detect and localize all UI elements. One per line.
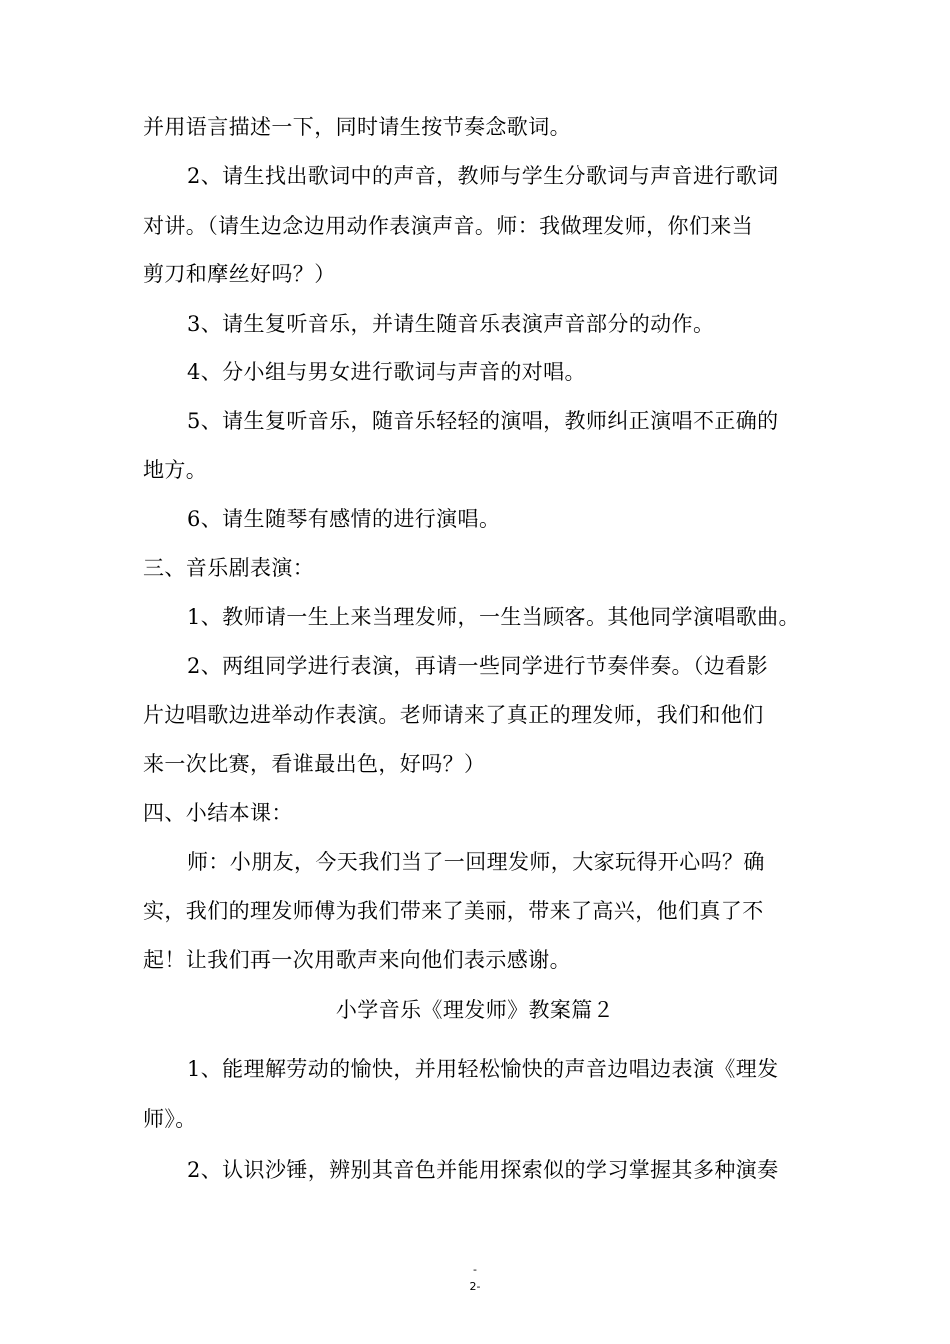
paragraph-line: 1、能理解劳动的愉快，并用轻松愉快的声音边唱边表演《理发: [187, 1057, 779, 1081]
paragraph-line: 起！让我们再一次用歌声来向他们表示感谢。: [143, 948, 571, 972]
footer-dash: -: [473, 1263, 477, 1276]
paragraph-line: 剪刀和摩丝好吗？）: [143, 262, 336, 286]
paragraph-line: 5、请生复听音乐，随音乐轻轻的演唱，教师纠正演唱不正确的: [187, 409, 779, 433]
paragraph-line: 4、分小组与男女进行歌词与声音的对唱。: [187, 360, 586, 384]
paragraph-line: 师》。: [143, 1107, 197, 1131]
section-heading: 四、小结本课：: [143, 801, 293, 825]
paragraph-line: 3、请生复听音乐，并请生随音乐表演声音部分的动作。: [187, 312, 715, 336]
article-title: 小学音乐《理发师》教案篇２: [335, 998, 615, 1022]
paragraph-line: 2、请生找出歌词中的声音，教师与学生分歌词与声音进行歌词: [187, 164, 779, 188]
paragraph-line: 并用语言描述一下，同时请生按节奏念歌词。: [143, 115, 571, 139]
paragraph-line: 6、请生随琴有感情的进行演唱。: [187, 507, 501, 531]
paragraph-line: 片边唱歌边进举动作表演。老师请来了真正的理发师，我们和他们: [143, 703, 764, 727]
paragraph-line: 地方。: [143, 458, 208, 482]
paragraph-line: 来一次比赛，看谁最出色，好吗？）: [143, 752, 486, 776]
paragraph-line: 2、两组同学进行表演，再请一些同学进行节奏伴奏。（边看影: [187, 654, 769, 678]
section-heading: 三、音乐剧表演：: [143, 556, 315, 580]
paragraph-line: 1、教师请一生上来当理发师，一生当顾客。其他同学演唱歌曲。: [187, 605, 800, 629]
paragraph-line: 2、认识沙锤，辨别其音色并能用探索似的学习掌握其多种演奏: [187, 1158, 779, 1182]
paragraph-line: 实，我们的理发师傅为我们带来了美丽，带来了高兴，他们真了不: [143, 899, 764, 923]
paragraph-line: 对讲。（请生边念边用动作表演声音。师：我做理发师，你们来当: [143, 214, 754, 238]
page-number: 2-: [469, 1280, 481, 1293]
paragraph-line: 师：小朋友，今天我们当了一回理发师，大家玩得开心吗？确: [187, 850, 765, 874]
